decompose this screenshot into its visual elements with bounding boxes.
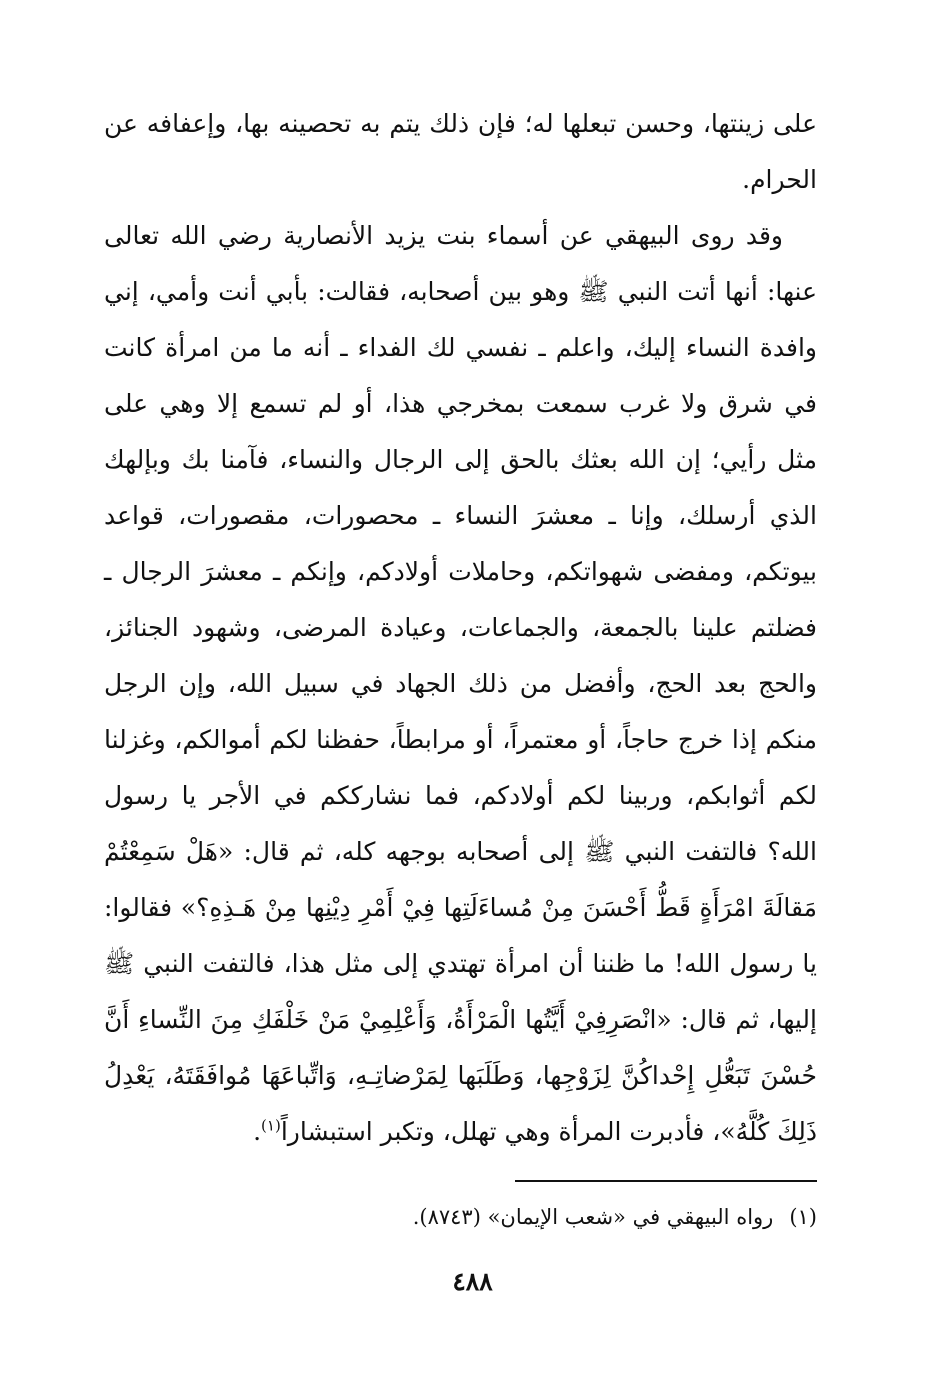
footnote-text: رواه البيهقي في «شعب الإيمان» (٨٧٤٣). bbox=[412, 1205, 774, 1229]
footnote-divider bbox=[515, 1180, 817, 1182]
paragraph-2-text: وقد روى البيهقي عن أسماء بنت يزيد الأنصارية رضي الله تعالى عنها: أنها أتت النبي ﷺ وهو بين أصحابه، فقالت: بأبي أنت وأمي، إني وافدة النساء إليك، واعلم ـ نفسي لك الفداء ـ أنه ما من امرأة كانت في شرق ولا غرب سمعت بمخرجي هذا، أو لم تسمع إلا وهي على مثل رأيي؛ إن الله بعثك بالحق إلى الرجال والنساء، فآمنا بك وبإلهك الذي أرسلك، وإنا ـ معشرَ النساء ـ محصورات، مقصورات، قواعد بيوتكم، ومفضى شهواتكم، وحاملات أولادكم، وإنكم ـ معشرَ الرجال ـ فضلتم علينا بالجمعة، والجماعات، وعيادة المرضى، وشهود الجنائز، والحج بعد الحج، وأفضل من ذلك الجهاد في سبيل الله، وإن الرجل منكم إذا خرج حاجاً، أو معتمراً، أو مرابطاً، حفظنا لكم أموالكم، وغزلنا لكم أثوابكم، وربينا لكم أولادكم، فما نشارككم في الأجر يا رسول الله؟ فالتفت النبي ﷺ إلى أصحابه بوجهه كله، ثم قال: «هَلْ سَمِعْتُمْ مَقالَةَ امْرَأَةٍ قَطُّ أَحْسَنَ مِنْ مُساءَلَتِها فِيْ أَمْرِ دِيْنِها مِنْ هَـذِهِ؟» فقالوا: يا رسول الله! ما ظننا أن امرأة تهتدي إلى مثل هذا، فالتفت النبي ﷺ إليها، ثم قال: «انْصَرِفِيْ أَيَّتُها الْمَرْأَةُ، وَأَعْلِمِيْ مَنْ خَلْفَكِ مِنَ النِّساءِ أَنَّ حُسْنَ تَبَعُّلِ إِحْداكُنَّ لِزَوْجِها، وَطَلَبَها لِمَرْضاتِـهِ، وَاتِّباعَهَا مُوافَقَتَهُ، يَعْدِلُ ذَلِكَ كُلَّهُ»، فأدبرت المرأة وهي تهلل، وتكبر استبشاراً bbox=[104, 221, 817, 1146]
footnote-number: (١) bbox=[789, 1205, 817, 1229]
paragraph-2-end: . bbox=[253, 1117, 262, 1146]
footnote bbox=[104, 1199, 817, 1235]
footnote-reference: (١) bbox=[261, 1116, 281, 1135]
paragraph-1: على زينتها، وحسن تبعلها له؛ فإن ذلك يتم به تحصينه بها، وإعفافه عن الحرام. bbox=[104, 109, 817, 194]
page-number: ٤٨٨ bbox=[452, 1267, 493, 1296]
main-text bbox=[104, 96, 817, 1160]
paragraph-2 bbox=[104, 208, 817, 1160]
